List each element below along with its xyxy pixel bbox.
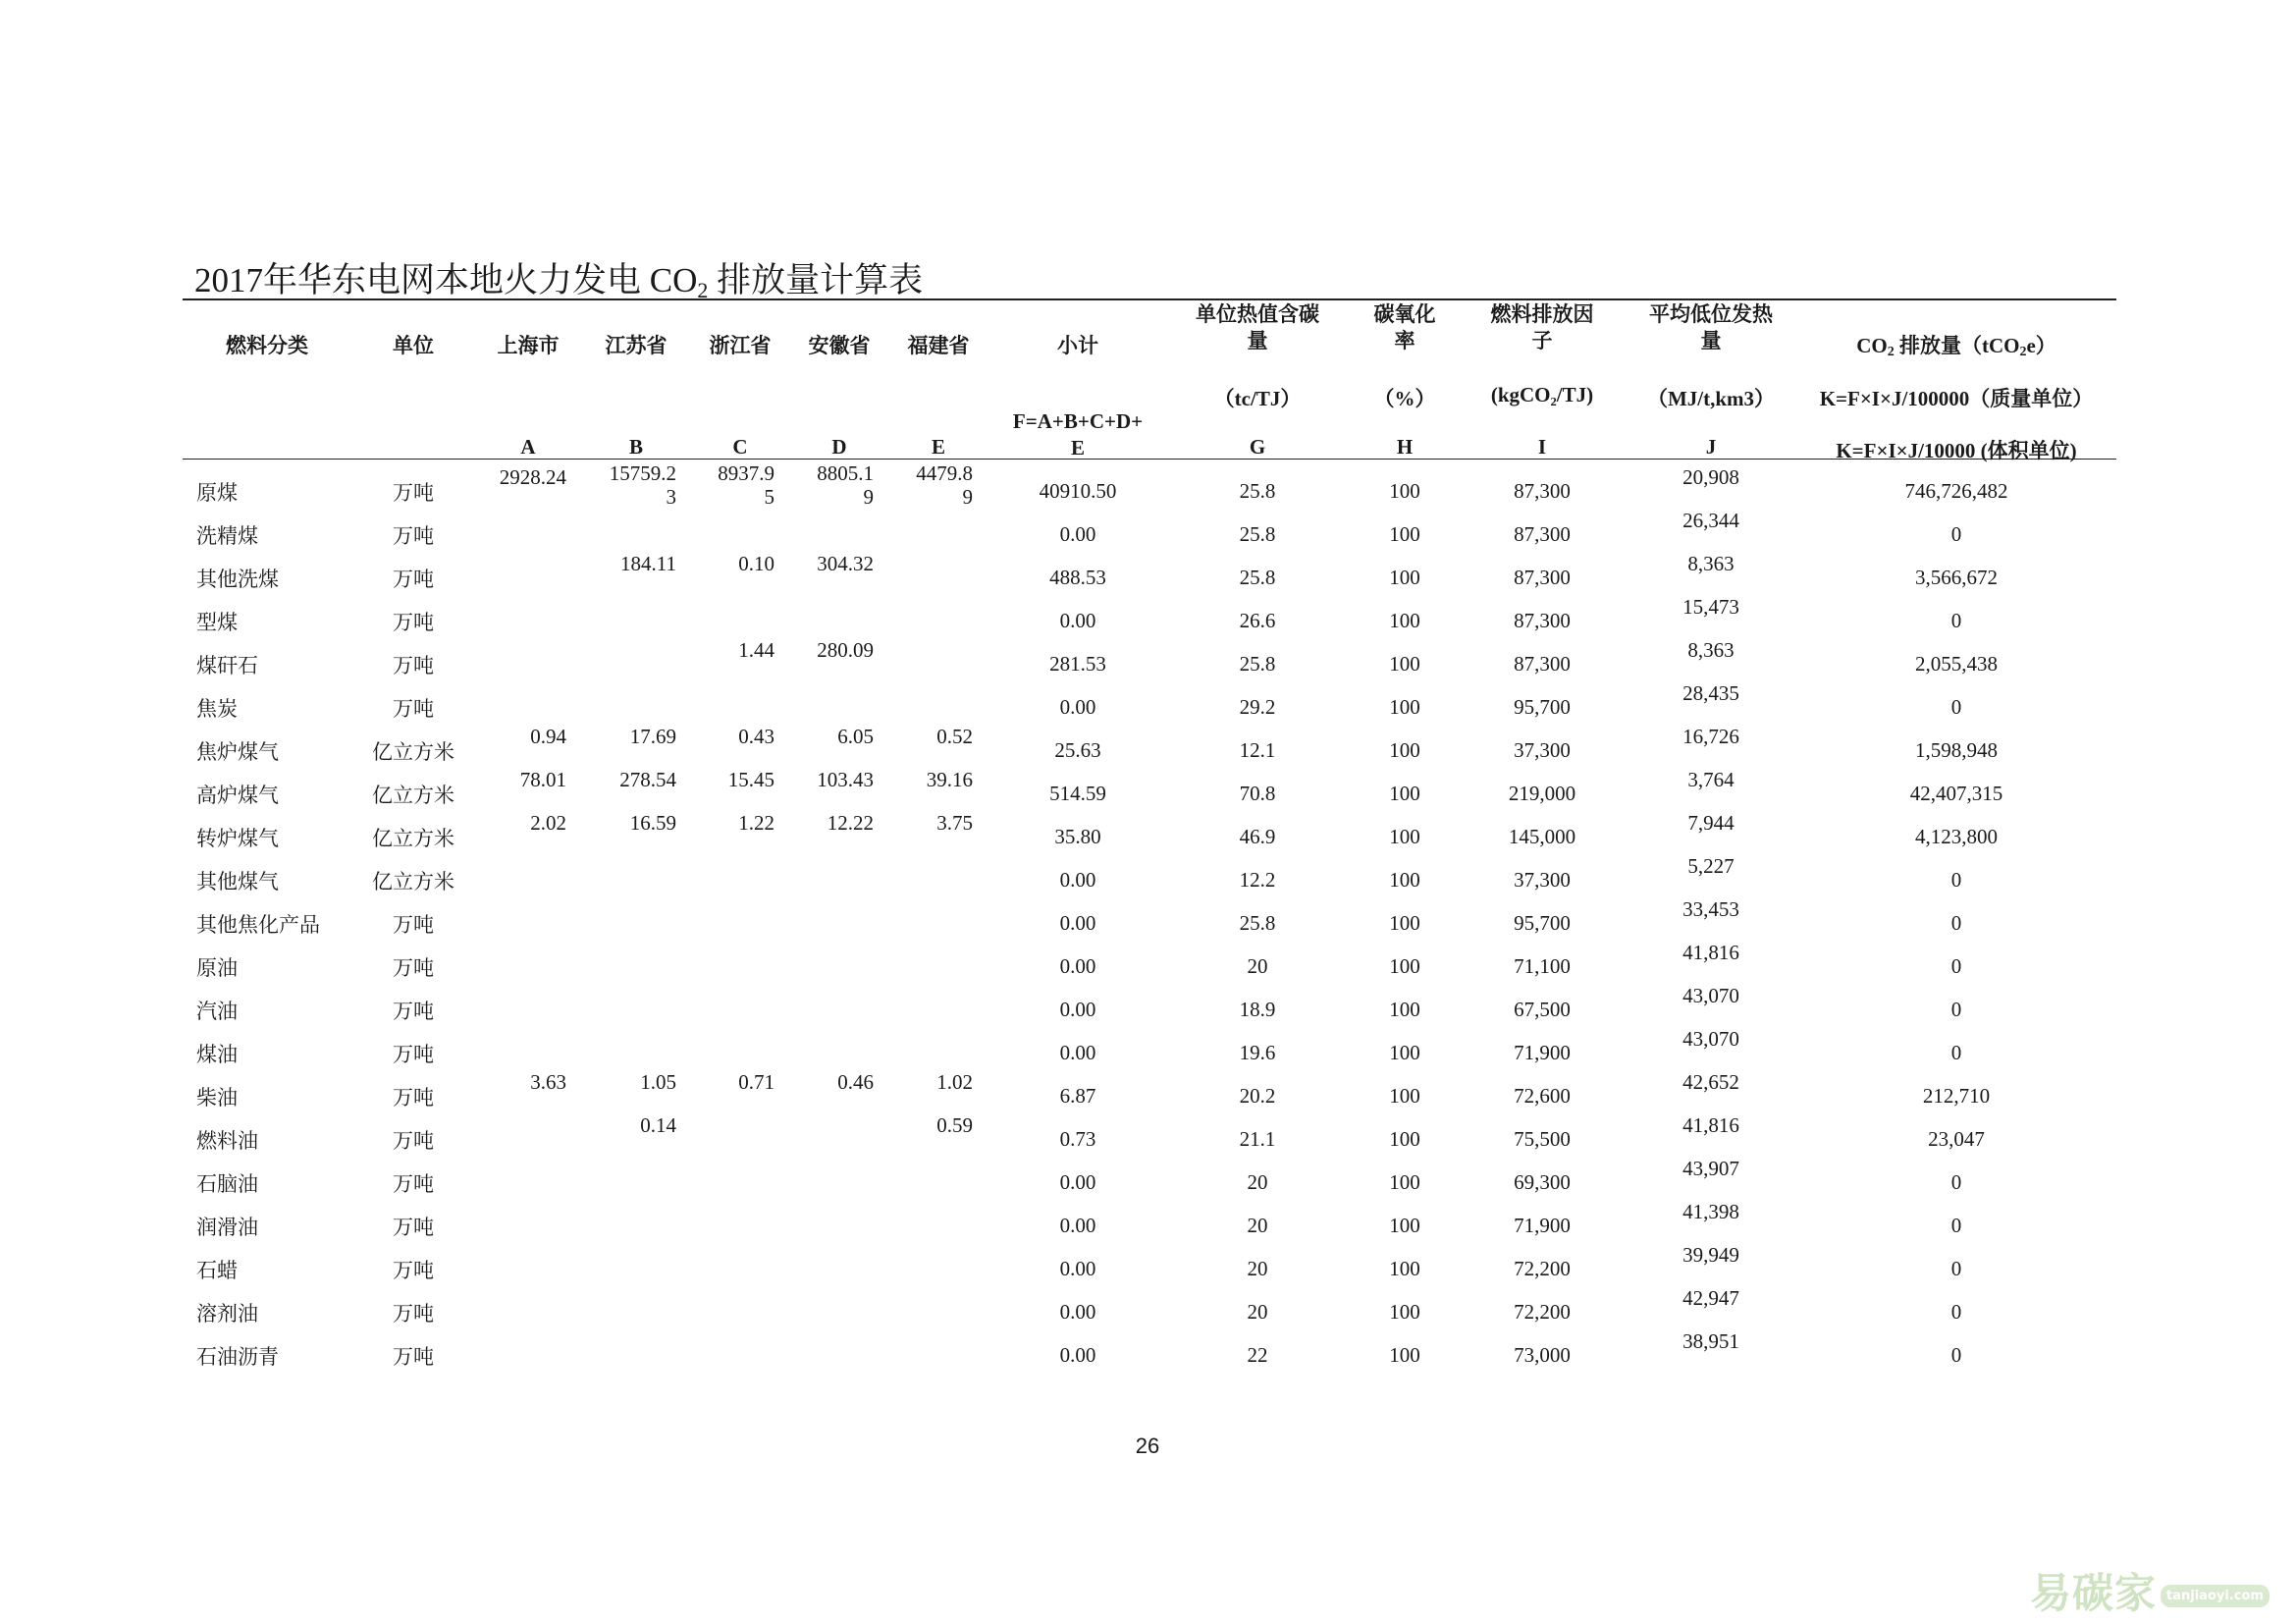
cell-fuel: 柴油 bbox=[196, 1086, 238, 1110]
cell-c: 0.10 bbox=[738, 552, 774, 575]
cell-k: 0 bbox=[1950, 695, 1962, 719]
cell-g: 20 bbox=[1247, 954, 1268, 978]
cell-k: 746,726,482 bbox=[1904, 479, 2008, 503]
letter-j: J bbox=[1705, 435, 1717, 459]
formula-mass-unit: K=F×I×J/100000（质量单位） bbox=[1819, 387, 2094, 410]
cell-j: 41,816 bbox=[1682, 941, 1739, 964]
cell-unit: 万吨 bbox=[393, 1086, 434, 1110]
cell-h: 100 bbox=[1389, 954, 1420, 978]
cell-a: 2928.24 bbox=[499, 465, 566, 489]
letter-b: B bbox=[628, 435, 644, 459]
cell-i: 87,300 bbox=[1514, 609, 1571, 632]
cell-f: 40910.50 bbox=[1039, 479, 1117, 503]
cell-g: 20 bbox=[1247, 1257, 1268, 1280]
cell-k: 2,055,438 bbox=[1915, 652, 1998, 676]
cell-g: 20.2 bbox=[1239, 1084, 1276, 1108]
cell-k: 0 bbox=[1950, 998, 1962, 1021]
cell-unit: 万吨 bbox=[393, 1043, 434, 1066]
title-text-suffix: 排放量计算表 bbox=[708, 261, 924, 299]
table-top-rule bbox=[183, 298, 2116, 300]
cell-i: 87,300 bbox=[1514, 479, 1571, 503]
cell-h: 100 bbox=[1389, 1127, 1420, 1151]
cell-f: 0.00 bbox=[1059, 998, 1096, 1021]
cell-fuel: 高炉煤气 bbox=[196, 784, 279, 807]
cell-unit: 亿立方米 bbox=[372, 827, 454, 850]
cell-k: 0 bbox=[1950, 1300, 1962, 1324]
cell-h: 100 bbox=[1389, 1041, 1420, 1064]
cell-j: 5,227 bbox=[1687, 854, 1735, 878]
header-subtotal: 小计 bbox=[1057, 334, 1098, 357]
cell-c: 15.45 bbox=[727, 768, 774, 791]
cell-k: 23,047 bbox=[1928, 1127, 1985, 1151]
cell-h: 100 bbox=[1389, 609, 1420, 632]
cell-g: 19.6 bbox=[1239, 1041, 1276, 1064]
cell-k: 0 bbox=[1950, 1257, 1962, 1280]
cell-f: 0.00 bbox=[1059, 1214, 1096, 1237]
page-number: 26 bbox=[1135, 1434, 1160, 1458]
cell-f: 0.00 bbox=[1059, 868, 1096, 892]
cell-d: 304.32 bbox=[817, 552, 874, 575]
cell-fuel: 焦炭 bbox=[196, 697, 238, 721]
cell-fuel: 燃料油 bbox=[196, 1129, 258, 1153]
cell-fuel: 润滑油 bbox=[196, 1216, 258, 1239]
cell-f: 0.73 bbox=[1059, 1127, 1096, 1151]
cell-j: 8,363 bbox=[1687, 638, 1735, 662]
cell-i: 72,600 bbox=[1514, 1084, 1571, 1108]
header-carbon-content: 单位热值含碳 量 bbox=[1196, 302, 1319, 352]
cell-k: 3,566,672 bbox=[1915, 566, 1998, 589]
cell-f: 514.59 bbox=[1049, 782, 1106, 805]
cell-f: 25.63 bbox=[1054, 738, 1101, 762]
header-oxidation-rate: 碳氧化 率 bbox=[1373, 302, 1436, 352]
cell-i: 87,300 bbox=[1514, 566, 1571, 589]
cell-f: 0.00 bbox=[1059, 1257, 1096, 1280]
cell-k: 0 bbox=[1950, 1214, 1962, 1237]
cell-k: 0 bbox=[1950, 954, 1962, 978]
cell-unit: 亿立方米 bbox=[372, 870, 454, 893]
cell-unit: 万吨 bbox=[393, 1216, 434, 1239]
cell-fuel: 煤矸石 bbox=[196, 654, 258, 677]
cell-k: 4,123,800 bbox=[1915, 825, 1998, 848]
cell-i: 95,700 bbox=[1514, 911, 1571, 935]
cell-g: 20 bbox=[1247, 1214, 1268, 1237]
cell-f: 488.53 bbox=[1049, 566, 1106, 589]
cell-f: 35.80 bbox=[1054, 825, 1101, 848]
cell-unit: 万吨 bbox=[393, 654, 434, 677]
letter-a: A bbox=[520, 435, 536, 459]
cell-i: 37,300 bbox=[1514, 738, 1571, 762]
cell-fuel: 石脑油 bbox=[196, 1172, 258, 1196]
cell-i: 71,900 bbox=[1514, 1041, 1571, 1064]
header-co2-emission: $CO_2$ 排放量（tCO$_2$e） bbox=[1856, 334, 2056, 359]
cell-unit: 万吨 bbox=[393, 1000, 434, 1023]
cell-unit: 万吨 bbox=[393, 611, 434, 634]
cell-f: 0.00 bbox=[1059, 522, 1096, 546]
cell-b: 1.05 bbox=[640, 1070, 676, 1094]
cell-fuel: 汽油 bbox=[196, 1000, 238, 1023]
cell-fuel: 石油沥青 bbox=[196, 1345, 279, 1369]
cell-h: 100 bbox=[1389, 998, 1420, 1021]
cell-fuel: 转炉煤气 bbox=[196, 827, 279, 850]
cell-j: 28,435 bbox=[1682, 681, 1739, 705]
cell-h: 100 bbox=[1389, 911, 1420, 935]
cell-j: 20,908 bbox=[1682, 465, 1739, 489]
cell-g: 25.8 bbox=[1239, 911, 1276, 935]
cell-g: 25.8 bbox=[1239, 479, 1276, 503]
cell-i: 95,700 bbox=[1514, 695, 1571, 719]
header-heat-value: 平均低位发热 量 bbox=[1649, 302, 1773, 352]
cell-g: 20 bbox=[1247, 1300, 1268, 1324]
cell-fuel: 原煤 bbox=[196, 481, 238, 505]
cell-h: 100 bbox=[1389, 695, 1420, 719]
cell-d: 12.22 bbox=[827, 811, 874, 835]
cell-b: 17.69 bbox=[629, 725, 676, 748]
cell-unit: 万吨 bbox=[393, 956, 434, 980]
formula-f: F=A+B+C+D+ E bbox=[1012, 409, 1144, 460]
cell-f: 0.00 bbox=[1059, 1343, 1096, 1367]
cell-fuel: 其他焦化产品 bbox=[196, 913, 320, 937]
cell-g: 20 bbox=[1247, 1170, 1268, 1194]
cell-fuel: 石蜡 bbox=[196, 1259, 238, 1282]
cell-c: 0.71 bbox=[738, 1070, 774, 1094]
cell-c: 1.44 bbox=[738, 638, 774, 662]
cell-f: 0.00 bbox=[1059, 609, 1096, 632]
cell-a: 78.01 bbox=[519, 768, 566, 791]
cell-d: 280.09 bbox=[817, 638, 874, 662]
cell-i: 75,500 bbox=[1514, 1127, 1571, 1151]
cell-unit: 亿立方米 bbox=[372, 784, 454, 807]
cell-unit: 万吨 bbox=[393, 1129, 434, 1153]
cell-g: 25.8 bbox=[1239, 522, 1276, 546]
cell-b: 278.54 bbox=[619, 768, 676, 791]
cell-f: 0.00 bbox=[1059, 1041, 1096, 1064]
cell-fuel: 煤油 bbox=[196, 1043, 238, 1066]
cell-c: 1.22 bbox=[738, 811, 774, 835]
cell-e: 39.16 bbox=[926, 768, 973, 791]
cell-c: 0.43 bbox=[738, 725, 774, 748]
unit-oxidation: （%） bbox=[1373, 387, 1436, 410]
cell-d: 6.05 bbox=[837, 725, 874, 748]
cell-f: 0.00 bbox=[1059, 1170, 1096, 1194]
cell-j: 43,070 bbox=[1682, 984, 1739, 1007]
cell-g: 29.2 bbox=[1239, 695, 1276, 719]
cell-h: 100 bbox=[1389, 652, 1420, 676]
cell-j: 39,949 bbox=[1682, 1243, 1739, 1267]
cell-f: 6.87 bbox=[1059, 1084, 1096, 1108]
cell-j: 16,726 bbox=[1682, 725, 1739, 748]
cell-f: 0.00 bbox=[1059, 695, 1096, 719]
cell-d: 0.46 bbox=[837, 1070, 874, 1094]
cell-j: 38,951 bbox=[1682, 1329, 1739, 1353]
cell-i: 219,000 bbox=[1508, 782, 1576, 805]
cell-e: 1.02 bbox=[936, 1070, 973, 1094]
cell-g: 18.9 bbox=[1239, 998, 1276, 1021]
table-header-rule bbox=[183, 459, 2116, 460]
cell-d: 8805.1 9 bbox=[817, 461, 874, 509]
cell-a: 3.63 bbox=[530, 1070, 566, 1094]
cell-unit: 万吨 bbox=[393, 1302, 434, 1326]
header-unit: 单位 bbox=[393, 334, 434, 357]
cell-h: 100 bbox=[1389, 1084, 1420, 1108]
cell-k: 0 bbox=[1950, 1170, 1962, 1194]
header-fuel: 燃料分类 bbox=[226, 334, 308, 357]
header-anhui: 安徽省 bbox=[808, 334, 871, 357]
header-jiangsu: 江苏省 bbox=[605, 334, 667, 357]
cell-g: 12.2 bbox=[1239, 868, 1276, 892]
title-subscript: 2 bbox=[697, 278, 709, 302]
cell-unit: 万吨 bbox=[393, 568, 434, 591]
cell-k: 42,407,315 bbox=[1909, 782, 2003, 805]
cell-g: 22 bbox=[1247, 1343, 1268, 1367]
cell-g: 25.8 bbox=[1239, 566, 1276, 589]
watermark-logo: 易碳家 tanjiaoyi.com bbox=[2030, 1561, 2269, 1620]
cell-d: 103.43 bbox=[817, 768, 874, 791]
cell-i: 72,200 bbox=[1514, 1300, 1571, 1324]
title-text: 2017年华东电网本地火力发电 CO bbox=[194, 261, 698, 299]
cell-i: 37,300 bbox=[1514, 868, 1571, 892]
cell-fuel: 溶剂油 bbox=[196, 1302, 258, 1326]
cell-j: 42,947 bbox=[1682, 1286, 1739, 1310]
cell-h: 100 bbox=[1389, 1343, 1420, 1367]
cell-j: 43,907 bbox=[1682, 1157, 1739, 1180]
cell-f: 0.00 bbox=[1059, 911, 1096, 935]
cell-k: 0 bbox=[1950, 868, 1962, 892]
cell-fuel: 型煤 bbox=[196, 611, 238, 634]
header-emission-factor: 燃料排放因 子 bbox=[1490, 302, 1594, 352]
cell-fuel: 其他煤气 bbox=[196, 870, 279, 893]
cell-k: 0 bbox=[1950, 609, 1962, 632]
cell-g: 21.1 bbox=[1239, 1127, 1276, 1151]
cell-fuel: 原油 bbox=[196, 956, 238, 980]
formula-volume-unit: K=F×I×J/10000 (体积单位) bbox=[1836, 439, 2077, 462]
cell-g: 70.8 bbox=[1239, 782, 1276, 805]
cell-j: 41,816 bbox=[1682, 1113, 1739, 1137]
document-title bbox=[194, 253, 923, 303]
cell-e: 3.75 bbox=[936, 811, 973, 835]
cell-unit: 万吨 bbox=[393, 913, 434, 937]
cell-b: 16.59 bbox=[629, 811, 676, 835]
cell-f: 0.00 bbox=[1059, 954, 1096, 978]
letter-h: H bbox=[1396, 435, 1414, 459]
cell-j: 7,944 bbox=[1687, 811, 1735, 835]
cell-fuel: 焦炉煤气 bbox=[196, 740, 279, 764]
cell-b: 15759.2 3 bbox=[609, 461, 676, 509]
cell-k: 1,598,948 bbox=[1915, 738, 1998, 762]
cell-unit: 万吨 bbox=[393, 524, 434, 548]
cell-j: 8,363 bbox=[1687, 552, 1735, 575]
cell-j: 33,453 bbox=[1682, 897, 1739, 921]
cell-i: 67,500 bbox=[1514, 998, 1571, 1021]
cell-h: 100 bbox=[1389, 566, 1420, 589]
cell-k: 0 bbox=[1950, 522, 1962, 546]
cell-h: 100 bbox=[1389, 738, 1420, 762]
unit-carbon-content: （tc/TJ） bbox=[1213, 387, 1302, 410]
cell-unit: 万吨 bbox=[393, 697, 434, 721]
cell-h: 100 bbox=[1389, 868, 1420, 892]
cell-j: 26,344 bbox=[1682, 509, 1739, 532]
cell-unit: 万吨 bbox=[393, 1172, 434, 1196]
cell-g: 46.9 bbox=[1239, 825, 1276, 848]
cell-g: 26.6 bbox=[1239, 609, 1276, 632]
cell-j: 41,398 bbox=[1682, 1200, 1739, 1223]
cell-i: 145,000 bbox=[1508, 825, 1576, 848]
cell-e: 0.59 bbox=[936, 1113, 973, 1137]
cell-a: 0.94 bbox=[530, 725, 566, 748]
letter-c: C bbox=[732, 435, 748, 459]
cell-h: 100 bbox=[1389, 522, 1420, 546]
cell-g: 25.8 bbox=[1239, 652, 1276, 676]
cell-fuel: 洗精煤 bbox=[196, 524, 258, 548]
letter-e: E bbox=[931, 435, 946, 459]
cell-g: 12.1 bbox=[1239, 738, 1276, 762]
cell-i: 71,900 bbox=[1514, 1214, 1571, 1237]
cell-b: 184.11 bbox=[620, 552, 676, 575]
header-zhejiang: 浙江省 bbox=[709, 334, 772, 357]
cell-i: 72,200 bbox=[1514, 1257, 1571, 1280]
cell-h: 100 bbox=[1389, 1257, 1420, 1280]
cell-b: 0.14 bbox=[640, 1113, 676, 1137]
header-shanghai: 上海市 bbox=[497, 334, 560, 357]
cell-unit: 万吨 bbox=[393, 481, 434, 505]
cell-fuel: 其他洗煤 bbox=[196, 568, 279, 591]
cell-f: 0.00 bbox=[1059, 1300, 1096, 1324]
cell-k: 0 bbox=[1950, 1041, 1962, 1064]
cell-f: 281.53 bbox=[1049, 652, 1106, 676]
cell-i: 87,300 bbox=[1514, 522, 1571, 546]
cell-e: 0.52 bbox=[936, 725, 973, 748]
cell-h: 100 bbox=[1389, 1170, 1420, 1194]
unit-heat-value: （MJ/t,km3） bbox=[1646, 387, 1776, 410]
cell-unit: 亿立方米 bbox=[372, 740, 454, 764]
cell-unit: 万吨 bbox=[393, 1259, 434, 1282]
cell-i: 69,300 bbox=[1514, 1170, 1571, 1194]
cell-i: 71,100 bbox=[1514, 954, 1571, 978]
cell-h: 100 bbox=[1389, 1300, 1420, 1324]
cell-k: 0 bbox=[1950, 1343, 1962, 1367]
cell-h: 100 bbox=[1389, 825, 1420, 848]
letter-g: G bbox=[1249, 435, 1266, 459]
cell-e: 4479.8 9 bbox=[916, 461, 973, 509]
cell-c: 8937.9 5 bbox=[718, 461, 774, 509]
cell-k: 0 bbox=[1950, 911, 1962, 935]
cell-i: 73,000 bbox=[1514, 1343, 1571, 1367]
cell-h: 100 bbox=[1389, 1214, 1420, 1237]
cell-i: 87,300 bbox=[1514, 652, 1571, 676]
letter-d: D bbox=[831, 435, 847, 459]
cell-h: 100 bbox=[1389, 479, 1420, 503]
cell-k: 212,710 bbox=[1922, 1084, 1991, 1108]
cell-unit: 万吨 bbox=[393, 1345, 434, 1369]
cell-j: 43,070 bbox=[1682, 1027, 1739, 1051]
cell-h: 100 bbox=[1389, 782, 1420, 805]
cell-a: 2.02 bbox=[530, 811, 566, 835]
cell-j: 3,764 bbox=[1687, 768, 1735, 791]
unit-emission-factor: (kgCO₂/TJ) bbox=[1490, 383, 1594, 406]
letter-i: I bbox=[1537, 435, 1547, 459]
cell-j: 15,473 bbox=[1682, 595, 1739, 619]
cell-j: 42,652 bbox=[1682, 1070, 1739, 1094]
header-fujian: 福建省 bbox=[907, 334, 970, 357]
